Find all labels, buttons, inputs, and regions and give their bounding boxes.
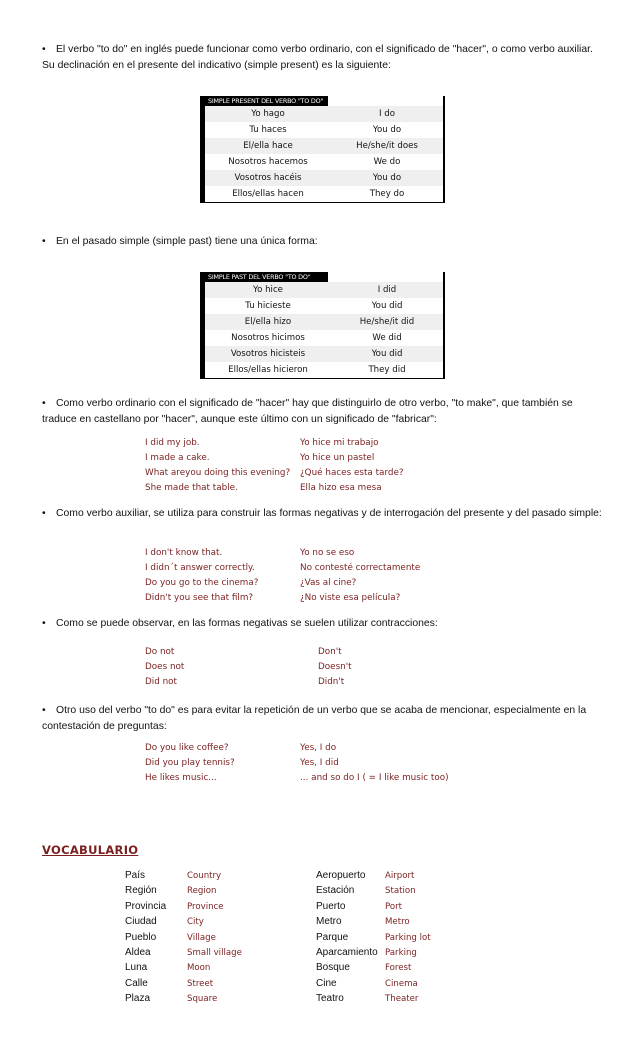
vocab-spanish: Provincia [125,900,167,912]
english-form: We did [372,333,402,343]
paragraph-auxiliary [42,506,602,522]
table-row [205,122,443,138]
example-translation: ¿Vas al cine? [300,578,357,588]
vocab-spanish: Calle [125,977,148,989]
example-translation: No contesté correctamente [300,563,421,573]
english-form: He/she/it did [359,317,415,327]
english-form: They do [369,189,405,199]
vocab-spanish: Estación [316,885,355,897]
vocab-english: Country [187,871,222,881]
example-english: Do not [145,647,175,657]
spanish-form: Nosotros hacemos [228,157,308,167]
vocab-spanish: Luna [125,962,148,974]
example-translation: Yes, I did [300,758,339,768]
vocab-spanish: Región [125,885,157,897]
spanish-form: El/ella hizo [244,317,292,327]
paragraph-text: Como se puede observar, en las formas negativas se suelen utilizar contracciones: [56,618,438,629]
example-english: I made a cake. [145,453,210,463]
english-form: I did [377,285,397,295]
example-translation: Yo hice mi trabajo [300,438,379,448]
table-row [205,186,443,202]
example-translation: Yo no se eso [300,548,355,558]
vocab-english: Province [187,901,224,912]
english-form: You did [371,349,403,359]
vocab-english: Airport [385,871,415,881]
paragraph-text: Como verbo ordinario con el significado de "hacer" hay que distinguirlo de otro verbo, "to make", que también se traduce en castellano por "hacer", aunque este último con un significado de "fabricar": [42,398,573,425]
example-english: Did you play tennis? [145,758,235,768]
english-form: I do [379,109,395,119]
paragraph-text: Otro uso del verbo "to do" es para evitar la repetición de un verbo que se acaba de mencionar, especialmente en la contestación de preguntas: [42,705,587,732]
paragraph-contractions [42,616,602,632]
table-row [205,138,443,154]
vocab-spanish: Parque [316,931,349,943]
simple-past-table [200,272,445,379]
paragraph-text: El verbo "to do" en inglés puede funcionar como verbo ordinario, con el significado de "hacer", o como verbo auxiliar. Su declinación en el presente del indicativo (simple present) es la siguiente: [42,44,593,71]
paragraph-avoid-repetition [42,703,602,735]
bullet: • [42,398,46,409]
bullet: • [42,236,46,247]
table-row [205,154,443,170]
example-translation: ... and so do I ( = I like music too) [300,773,449,783]
vocab-english: Port [385,901,403,912]
table-row [205,282,443,298]
english-form: You did [371,301,403,311]
vocab-english: City [187,917,204,928]
paragraph-text: Como verbo auxiliar, se utiliza para construir las formas negativas y de interrogación del presente y del pasado simple: [56,508,602,519]
spanish-form: Vosotros hicisteis [230,349,306,359]
paragraph-past-intro [42,234,602,250]
paragraph-text: En el pasado simple (simple past) tiene una única forma: [56,236,318,247]
spanish-form: Tu hicieste [245,301,291,311]
english-form: He/she/it does [356,141,418,151]
example-english: What areyou doing this evening? [145,468,291,478]
example-english: I did my job. [145,438,200,448]
vocab-spanish: Bosque [316,962,350,974]
vocab-spanish: Puerto [316,900,346,912]
vocab-english: Moon [187,963,211,974]
vocab-english: Village [187,932,216,943]
vocab-spanish: País [125,870,146,881]
table-row [205,170,443,186]
example-translation: Doesn't [318,662,352,672]
vocabulary-title: VOCABULARIO [42,843,139,857]
vocab-english: Parking lot [385,932,431,943]
bullet: • [42,508,46,519]
example-english: Do you like coffee? [145,743,229,753]
table-header-row [205,96,443,106]
spanish-form: Yo hago [251,109,285,119]
english-form: You do [372,125,402,135]
spanish-form: Nosotros hicimos [231,333,305,343]
table-header: SIMPLE PRESENT DEL VERBO "TO DO" [205,96,328,106]
vocab-english: Street [187,978,214,989]
spanish-form: Ellos/ellas hacen [232,189,304,199]
bullet: • [42,705,46,716]
example-english: I didn´t answer correctly. [145,563,255,573]
bullet: • [42,44,46,55]
vocab-english: Station [385,886,416,897]
example-translation: Didn't [318,677,345,687]
vocab-english: Metro [385,917,410,928]
table-row [205,298,443,314]
example-english: He likes music... [145,773,217,783]
vocab-spanish: Aldea [125,947,151,958]
vocab-spanish: Aeropuerto [316,870,366,881]
table-row [205,330,443,346]
example-translation: Yo hice un pastel [300,453,375,463]
example-english: Does not [145,662,185,672]
vocab-english: Square [187,994,218,1005]
example-translation: ¿No viste esa película? [300,593,401,603]
vocab-spanish: Pueblo [125,931,157,943]
english-form: They did [368,365,406,375]
table-header-row [205,272,443,282]
spanish-form: Vosotros hacéis [234,173,302,183]
vocab-spanish: Metro [316,916,342,928]
example-translation: Don't [318,647,342,657]
english-form: We do [373,157,401,167]
example-english: Do you go to the cinema? [145,578,259,588]
table-row [205,106,443,122]
spanish-form: Tu haces [249,125,287,135]
english-form: You do [372,173,402,183]
vocab-spanish: Teatro [316,993,344,1005]
vocab-english: Parking [385,948,417,958]
vocab-english: Small village [187,948,242,958]
paragraph-present-intro [42,42,602,74]
example-english: She made that table. [145,483,238,493]
example-translation: Ella hizo esa mesa [300,483,382,493]
spanish-form: Yo hice [253,285,283,295]
table-row [205,314,443,330]
paragraph-to-make [42,396,602,428]
spanish-form: El/ella hace [243,141,293,151]
vocab-spanish: Cine [316,977,337,989]
example-translation: Yes, I do [300,743,337,753]
simple-present-table [200,96,445,203]
table-header: SIMPLE PAST DEL VERBO "TO DO" [205,272,328,282]
spanish-form: Ellos/ellas hicieron [228,365,308,375]
vocab-english: Forest [385,963,412,974]
table-row [205,362,443,378]
example-translation: ¿Qué haces esta tarde? [300,468,404,478]
vocab-english: Cinema [385,978,418,989]
example-english: Did not [145,677,178,687]
vocab-english: Region [187,886,217,897]
example-english: I don't know that. [145,548,223,558]
bullet: • [42,618,46,629]
vocab-spanish: Aparcamiento [316,947,378,958]
table-row [205,346,443,362]
example-english: Didn't you see that film? [145,593,254,603]
vocab-english: Theater [385,994,419,1005]
vocab-spanish: Ciudad [125,916,157,928]
vocab-spanish: Plaza [125,993,151,1005]
